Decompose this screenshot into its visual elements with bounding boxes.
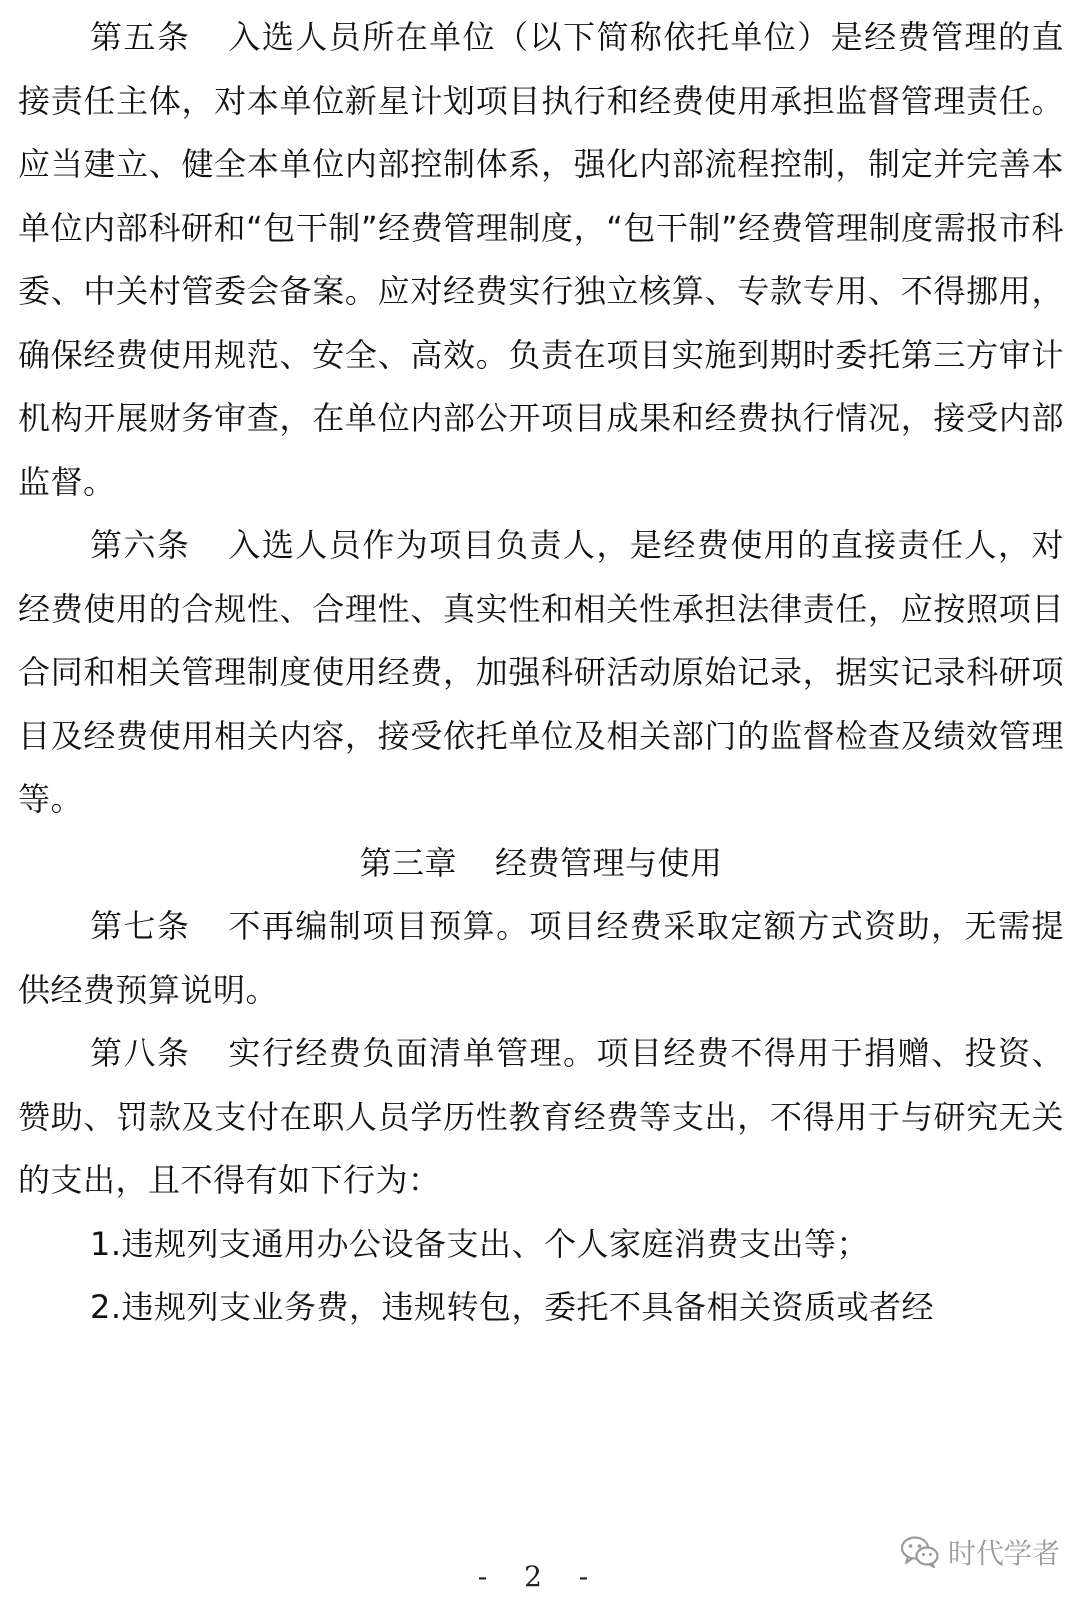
article-8-label: 第八条 — [90, 1034, 191, 1072]
article-5-label: 第五条 — [90, 18, 191, 56]
list-item-1-text: 1.违规列支通用办公设备支出、个人家庭消费支出等； — [90, 1224, 870, 1263]
chapter-3-title: 经费管理与使用 — [495, 843, 723, 882]
article-5-text: 入选人员所在单位（以下简称依托单位）是经费管理的直接责任主体，对本单位新星计划项目执行和经费使用承担监督管理责任。应当建立、健全本单位内部控制体系，强化内部流程控制，制定并完善本单位内部科研和“包干制”经费管理制度，“包干制”经费管理制度需报市科委、中关村管委会备案。应对经费实行独立核算、专款专用、不得挪用，确保经费使用规范、安全、高效。负责在项目实施到期时委托第三方审计机构开展财务审查，在单位内部公开项目成果和经费执行情况，接受内部监督。 — [18, 18, 1064, 501]
watermark-text: 时代学者 — [947, 1537, 1060, 1570]
list-item-2-text: 2.违规列支业务费，违规转包，委托不具备相关资质或者经 — [90, 1288, 935, 1326]
list-item-2 — [18, 1276, 1064, 1340]
article-7-label: 第七条 — [90, 907, 191, 945]
document-page — [18, 6, 1064, 1340]
article-6 — [18, 514, 1064, 832]
article-6-text: 入选人员作为项目负责人，是经费使用的直接责任人，对经费使用的合规性、合理性、真实性和相关性承担法律责任，应按照项目合同和相关管理制度使用经费，加强科研活动原始记录，据实记录科研项目及经费使用相关内容，接受依托单位及相关部门的监督检查及绩效管理等。 — [18, 526, 1064, 818]
article-8-text: 实行经费负面清单管理。项目经费不得用于捐赠、投资、赞助、罚款及支付在职人员学历性教育经费等支出，不得用于与研究无关的支出，且不得有如下行为： — [18, 1034, 1064, 1199]
article-6-label: 第六条 — [90, 526, 191, 564]
chapter-3-label: 第三章 — [359, 843, 457, 882]
article-8 — [18, 1022, 1064, 1213]
article-7 — [18, 895, 1064, 1022]
list-item-1 — [18, 1213, 1064, 1277]
article-7-text: 不再编制项目预算。项目经费采取定额方式资助，无需提供经费预算说明。 — [18, 907, 1064, 1009]
page-number: - 2 - — [477, 1560, 603, 1593]
article-5 — [18, 6, 1064, 514]
chapter-3-heading — [18, 832, 1064, 896]
